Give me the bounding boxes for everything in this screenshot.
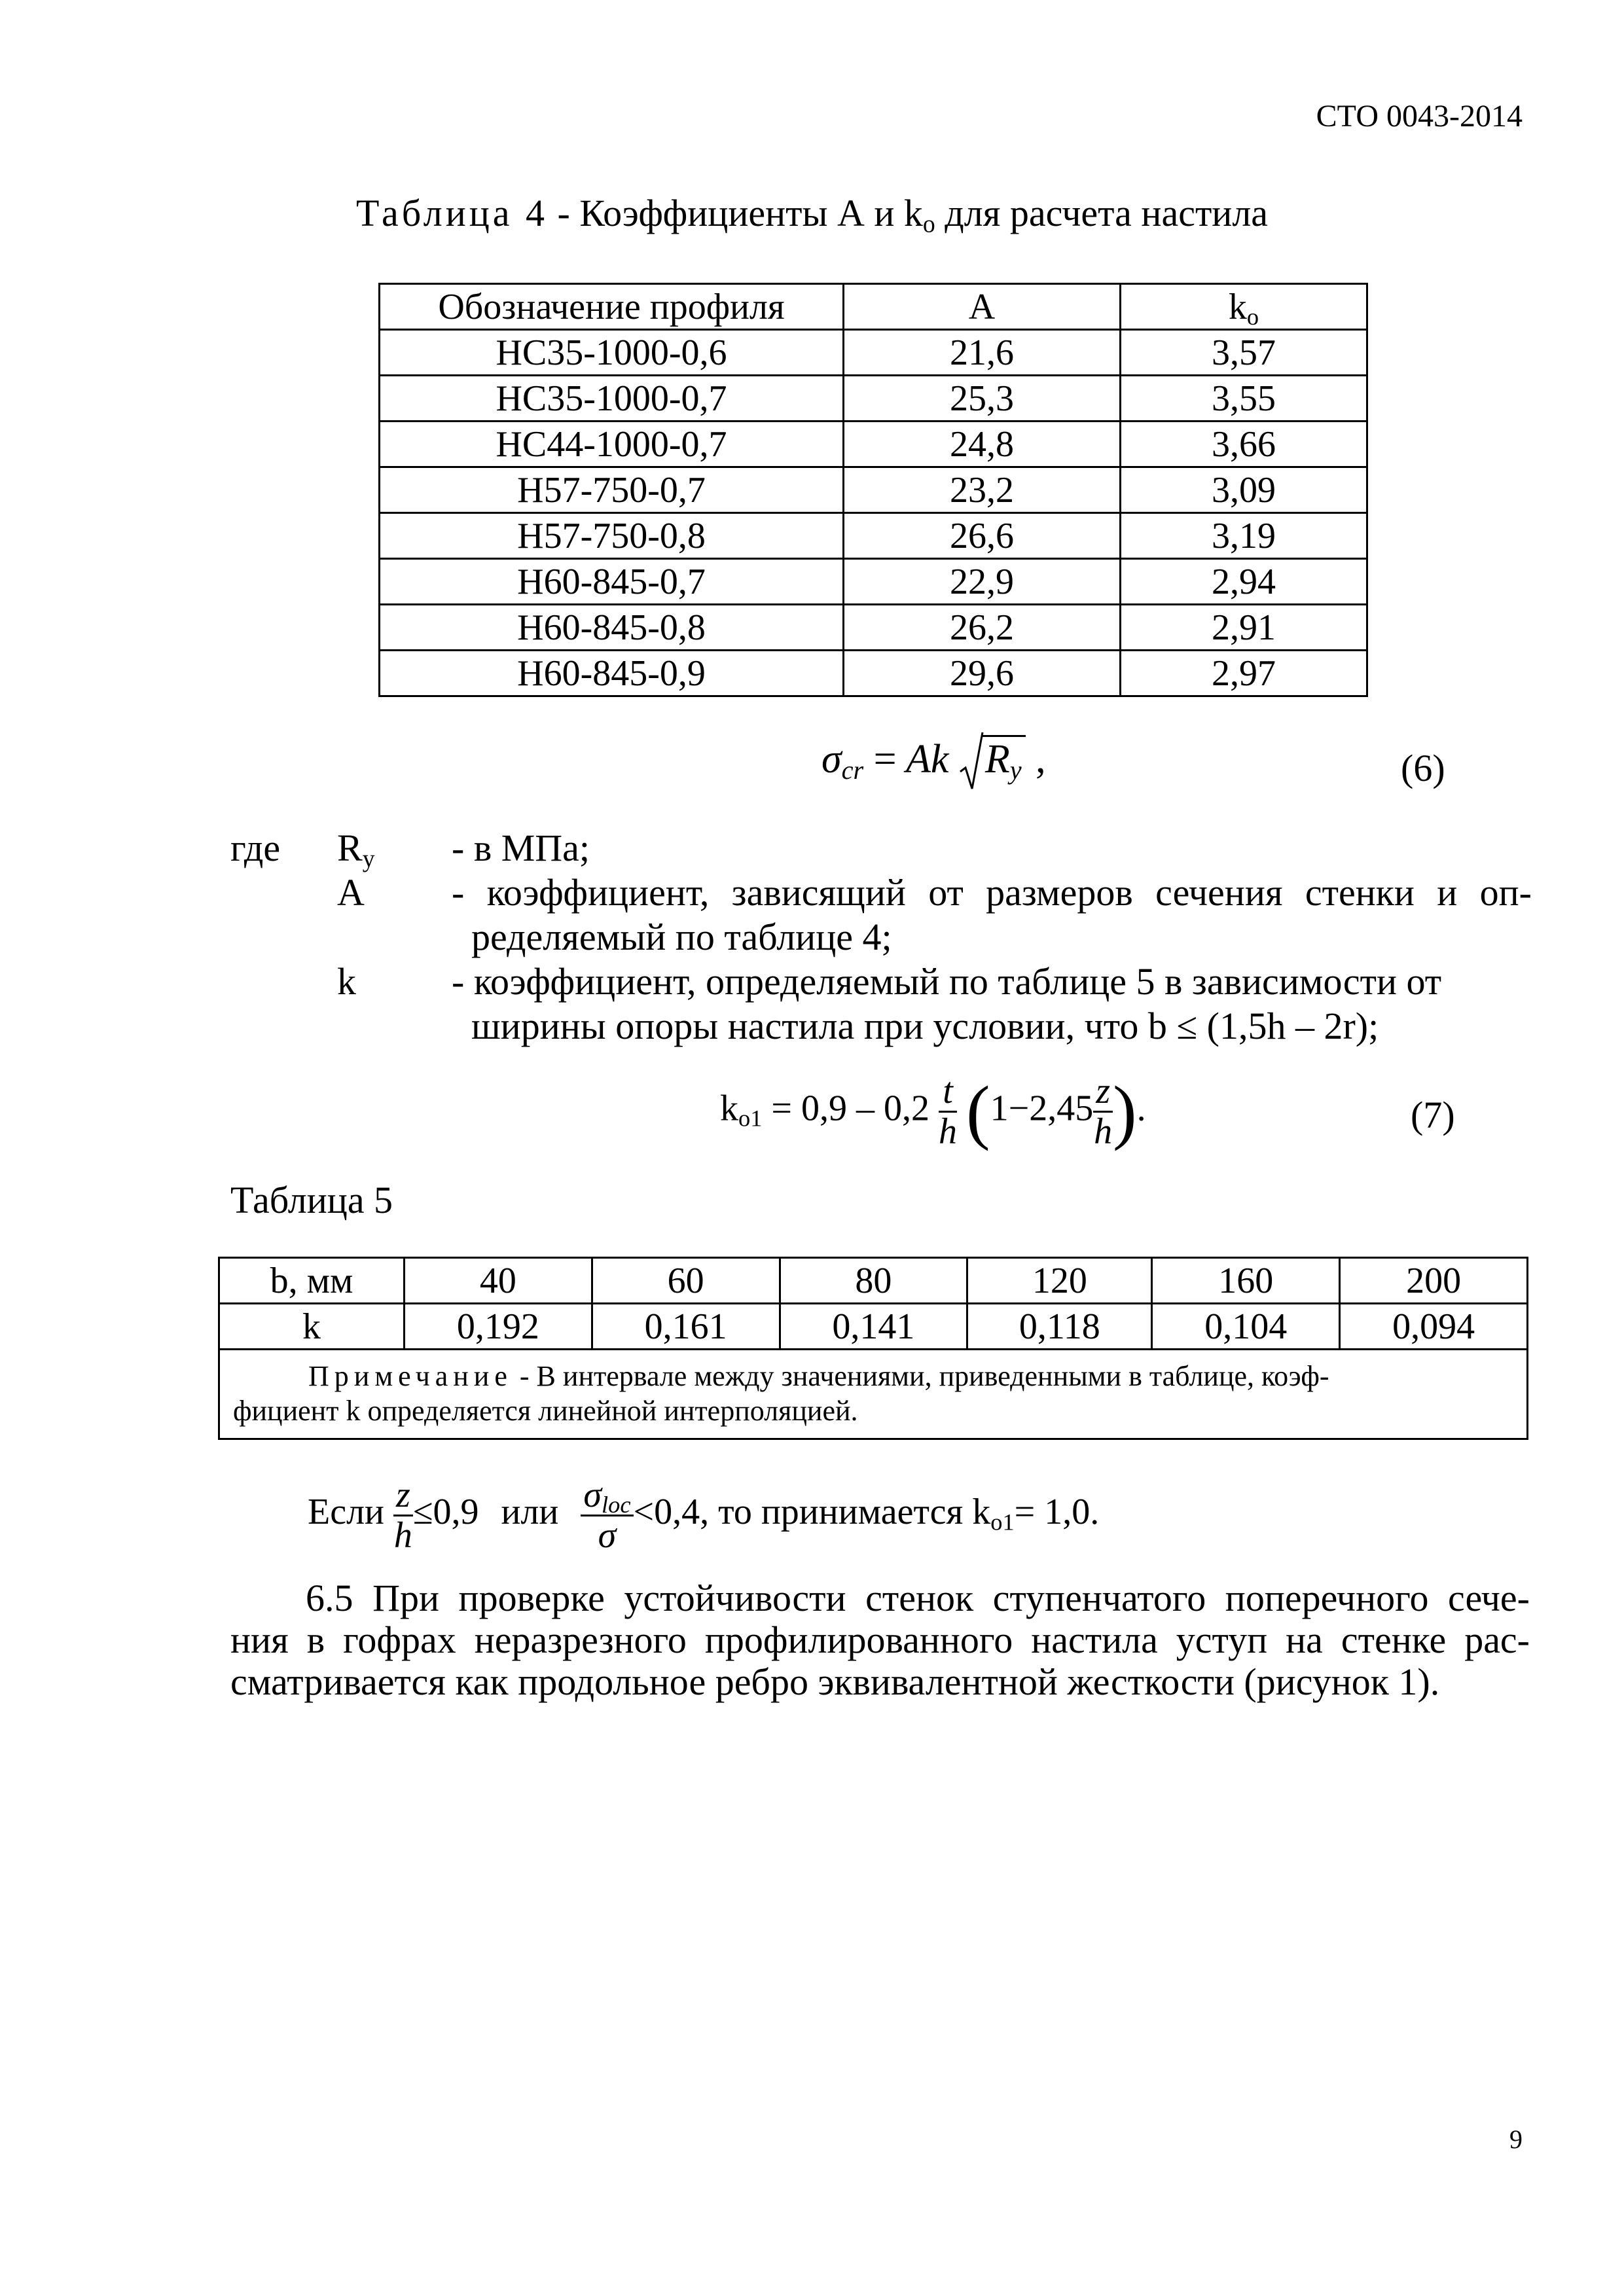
k-cell: 3,55: [1121, 376, 1367, 422]
k-cell: 2,97: [1121, 651, 1367, 696]
table5-row-k: [219, 1304, 1528, 1350]
b-cell: 200: [1340, 1258, 1528, 1304]
formula6-comma: ,: [1036, 737, 1046, 781]
b-cell: 160: [1152, 1258, 1340, 1304]
table-row: [380, 422, 1367, 467]
where-symbol-ry-main: R: [337, 827, 363, 869]
where-desc-k-line1: - коэффициент, определяемый по таблице 5 в зависимости от: [452, 960, 1442, 1003]
table4-caption: [0, 191, 1624, 238]
k-cell: 0,118: [967, 1304, 1152, 1350]
le-value: ≤0,9: [412, 1492, 479, 1533]
b-cell: 120: [967, 1258, 1152, 1304]
table4-header-a: А: [844, 284, 1121, 330]
k-cell: 2,94: [1121, 559, 1367, 605]
table-row: [380, 376, 1367, 422]
table5-b-label: b, мм: [219, 1258, 405, 1304]
a-cell: 29,6: [844, 651, 1121, 696]
sqrt-icon: [959, 731, 985, 794]
table4-caption-sub: o: [922, 210, 935, 238]
where-symbol-ry: [337, 826, 375, 873]
table-row: [380, 467, 1367, 513]
table-row: [380, 651, 1367, 696]
profile-cell: Н60-845-0,7: [380, 559, 844, 605]
fraction-z-over-h: [1093, 1072, 1113, 1151]
k-cell: 3,19: [1121, 513, 1367, 559]
profile-cell: Н60-845-0,8: [380, 605, 844, 651]
formula7-coef: 2,45: [1029, 1088, 1094, 1129]
equation-number-6: (6): [1401, 747, 1445, 789]
a-cell: 26,2: [844, 605, 1121, 651]
profile-cell: НС44-1000-0,7: [380, 422, 844, 467]
a-cell: 24,8: [844, 422, 1121, 467]
fraction-denominator-h2: h: [1094, 1111, 1113, 1152]
where-symbol-ry-sub: y: [362, 845, 375, 873]
profile-cell: Н57-750-0,7: [380, 467, 844, 513]
note-line-1: [233, 1359, 1515, 1394]
fraction-numerator-t: t: [939, 1072, 957, 1113]
note-line-2: фициент k определяется линейной интерполяцией.: [233, 1394, 858, 1427]
page-number: 9: [1509, 2125, 1523, 2154]
table5: [218, 1257, 1528, 1440]
formula7-part1: = 0,9 – 0,2: [762, 1088, 939, 1129]
table5-title: Таблица 5: [230, 1179, 393, 1221]
profile-cell: НС35-1000-0,7: [380, 376, 844, 422]
k01-sub: o1: [738, 1105, 763, 1132]
table4-header-profile: Обозначение профиля: [380, 284, 844, 330]
table4-header-k-sub: o: [1246, 303, 1259, 330]
k-cell: 3,09: [1121, 467, 1367, 513]
r-symbol: R: [984, 737, 1010, 781]
or-word: или: [501, 1492, 559, 1533]
k-cell: 0,104: [1152, 1304, 1340, 1350]
table4-label: Таблица 4: [355, 192, 549, 234]
paragraph-6-5: [230, 1577, 1530, 1703]
table-row: [380, 559, 1367, 605]
where-symbol-a: А: [337, 871, 365, 914]
profile-cell: Н57-750-0,8: [380, 513, 844, 559]
paren-open: (: [965, 1071, 990, 1151]
k-cell: 0,192: [405, 1304, 592, 1350]
fraction-sigma-loc: [581, 1476, 633, 1555]
paragraph-line-3: сматривается как продольное ребро эквивалентной жесткости (рисунок 1).: [230, 1660, 1440, 1703]
where-word: где: [230, 827, 281, 869]
k-cell: 0,161: [592, 1304, 780, 1350]
note-label: Примечание: [308, 1360, 513, 1392]
table4-header-k: [1121, 284, 1367, 330]
fraction-numerator-z: z: [1093, 1072, 1113, 1113]
k-cell: 2,91: [1121, 605, 1367, 651]
table5-row-b: [219, 1258, 1528, 1304]
paragraph-line-1: 6.5 При проверке устойчивости стенок ступенчатого поперечного сече-: [306, 1577, 1530, 1619]
b-cell: 40: [405, 1258, 592, 1304]
table4-caption-dash: -: [557, 192, 570, 234]
k01-main: k: [720, 1088, 738, 1129]
condition-tail-pre: , то принимается k: [700, 1492, 991, 1533]
formula-6: [821, 736, 1046, 783]
table5-k-label: k: [219, 1304, 405, 1350]
a-cell: 23,2: [844, 467, 1121, 513]
table-row: [380, 605, 1367, 651]
paragraph-line-2: ния в гофрах неразрезного профилированного настила уступ на стенке рас-: [230, 1619, 1530, 1661]
note-text: - В интервале между значениями, приведенными в таблице, коэф-: [512, 1360, 1329, 1392]
fraction-t-over-h: [939, 1072, 957, 1151]
a-cell: 26,6: [844, 513, 1121, 559]
cond-numerator-z: z: [393, 1476, 413, 1516]
profile-cell: НС35-1000-0,6: [380, 330, 844, 376]
table5-note-row: [219, 1350, 1528, 1439]
where-desc-ry: - в МПа;: [452, 827, 590, 869]
condition-tail-sub: o1: [990, 1509, 1015, 1535]
cond-denominator-sigma: σ: [598, 1515, 617, 1556]
equals-sign: =: [873, 737, 897, 781]
where-desc-k-line2: ширины опоры настила при условии, что b ≤ (1,5h – 2r);: [471, 1005, 1379, 1047]
fraction-z-over-h-cond: [393, 1476, 413, 1555]
fraction-denominator-h: h: [938, 1111, 957, 1152]
a-cell: 21,6: [844, 330, 1121, 376]
where-desc-a-line1: - коэффициент, зависящий от размеров сечения стенки и оп-: [452, 871, 1532, 914]
cond-numerator-sigma-loc: [581, 1476, 633, 1516]
where-symbol-k: k: [337, 960, 356, 1003]
table-row: [380, 330, 1367, 376]
table4: [378, 283, 1368, 697]
table-row: [380, 513, 1367, 559]
sigma-sub-cr: cr: [841, 755, 864, 785]
sqrt-radicand: [981, 735, 1026, 785]
r-sub: y: [1009, 755, 1022, 785]
equation-number-7: (7): [1411, 1094, 1455, 1136]
b-cell: 60: [592, 1258, 780, 1304]
k-cell: 0,141: [780, 1304, 967, 1350]
where-desc-a-line2: ределяемый по таблице 4;: [471, 916, 892, 958]
formula7-dot: .: [1136, 1088, 1146, 1129]
sqrt-expression: [959, 736, 1026, 783]
formula7-minus: −: [1008, 1088, 1030, 1129]
a-cell: 25,3: [844, 376, 1121, 422]
condition-tail-post: = 1,0.: [1014, 1492, 1100, 1533]
paren-close: ): [1113, 1071, 1137, 1151]
k-cell: 3,57: [1121, 330, 1367, 376]
table4-caption-text-pre: Коэффициенты А и k: [579, 192, 923, 234]
sigma-symbol: σ: [821, 737, 842, 781]
b-cell: 80: [780, 1258, 967, 1304]
k-cell: 3,66: [1121, 422, 1367, 467]
table5-note: [219, 1350, 1528, 1439]
sigma-loc-symbol: σ: [583, 1475, 602, 1515]
sigma-loc-sub: loc: [602, 1492, 631, 1518]
table4-caption-text-post: для расчета настила: [935, 192, 1269, 234]
a-cell: 22,9: [844, 559, 1121, 605]
profile-cell: Н60-845-0,9: [380, 651, 844, 696]
formula7-one: 1: [990, 1088, 1009, 1129]
document-code: СТО 0043-2014: [1316, 99, 1523, 134]
ak-symbol: Ak: [906, 737, 949, 781]
table4-header-k-main: k: [1228, 286, 1247, 327]
cond-denominator-h: h: [393, 1515, 412, 1556]
lt-value: <0,4: [633, 1492, 700, 1533]
if-word: Если: [308, 1492, 384, 1533]
k-cell: 0,094: [1340, 1304, 1528, 1350]
table4-header-row: [380, 284, 1367, 330]
condition-line: [308, 1476, 1099, 1555]
formula-7: [720, 1070, 1146, 1153]
